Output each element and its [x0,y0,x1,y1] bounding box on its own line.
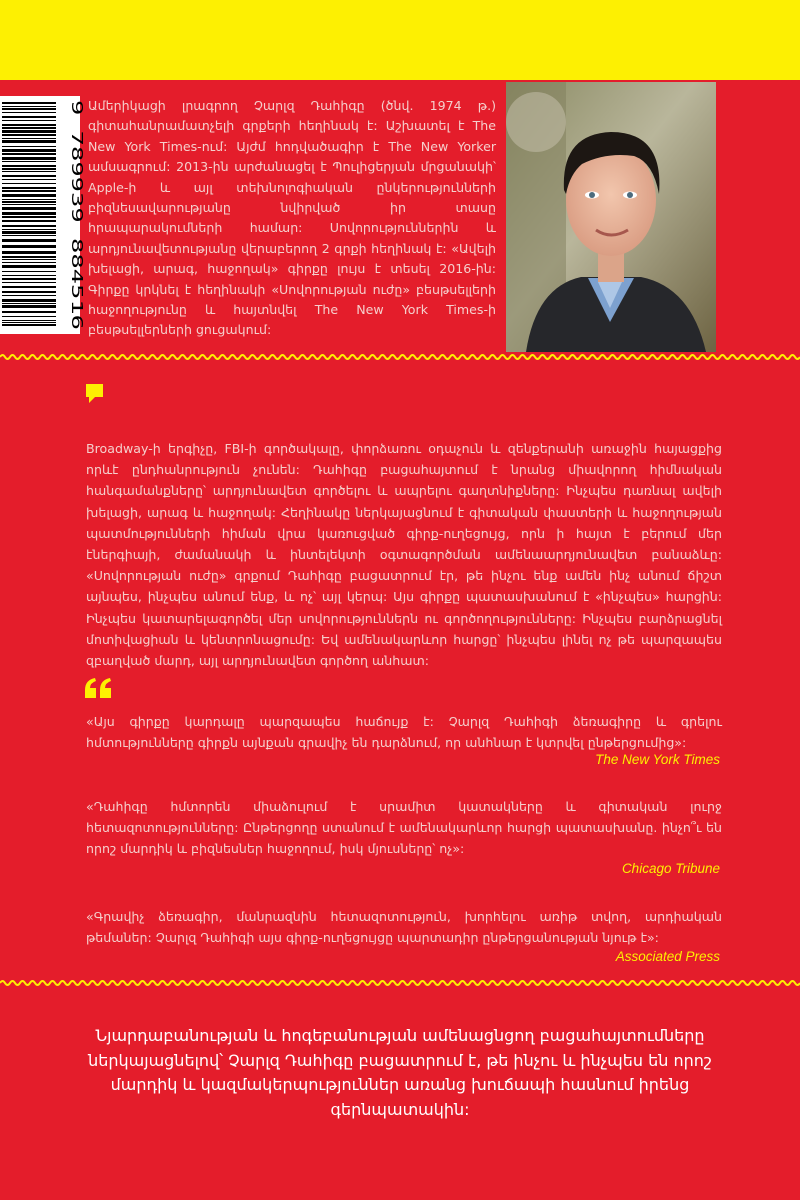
author-photo [506,82,716,352]
book-description: Broadway-ի երգիչը, FBI-ի գործակալը, փորձառու օդաչուն և զենքերանի առաջին հայացքից որևէ ընդհանրություն չունեն: Դահիգը բացահայտում է նրանց միավորող հիմնական հանգամանքները՝ արդյունավետ գործելու և ապրելու գաղտնիքները: Ինչպես դառնալ ավելի խելացի, արագ և հաջողակ: Հեղինակը ներկայացնում է գիտական փաստերի և հաջողության պատմությունների հիման վրա կառուցված գիրք-ուղեցույց, որն ի հայտ է բերում մեր էներգիայի, ժամանակի և ինտելեկտի օգտագործման ամենաարդյունավետ բանաձևը: «Սովորության ուժը» գրքում Դահիգը բացատրում էր, թե ինչու ենք ամեն ինչ անում ճիշտ այնպես, ինչպես անում ենք, և ոչ՝ այլ կերպ: Այս գիրքը պատասխանում է «ինչպես» հարցին: Ինչպես կատարելագործել մեր սովորություններն ու գործողությունները: Ինչպես բարձրացնել մոտիվացիան և կենտրոնացումը: Եվ ամենակարևոր հարցը՝ ինչպես լինել ոչ թե պարզապես զբաղված մարդ, այլ արդյունավետ գործող անհատ: [86,441,722,669]
book-summary: Նյարդաբանության և հոգեբանության ամենացնցող բացահայտումները ներկայացնելով՝ Չարլզ Դահիգը բացատրում է, թե ինչու և ինչպես են որոշ մարդիկ և կազմակերպություններ առանց խուճապի հասնում իրենց գերնպատակին: [88,1026,712,1119]
quote-mark-icon [84,676,114,704]
wavy-divider-2 [0,978,800,988]
barcode-number: 9 789939 884516 [68,100,86,240]
speech-bubble-icon [86,384,104,408]
review-source: Associated Press [615,949,720,964]
isbn-barcode [0,96,86,334]
review-quote: «Գրավիչ ձեռագիր, մանրազնին հետազոտություն, խորհելու առիթ տվող, արդիական թեմաներ: Չարլզ Դահիգի այս գիրք-ուղեցույցը պարտադիր ընթերցանության նյութ է»: [86,909,722,945]
review-source: The New York Times [595,752,720,767]
author-bio: Ամերիկացի լրագրող Չարլզ Դահիգը (ծնվ. 1974 թ.) գիտահանրամատչելի գրքերի հեղինակ է: Աշխատել է The New York Times-ում: Այժմ հոդվածագիր է The New Yorker ամսագրում: 2013-ին արժանացել է Պուլիցերյան մրցանակի՝ Apple-ի և այլ տեխնոլոգիական ընկերությունների բիզնեսավարությանը նվիրված իր տասը հրապարակումների համար: Սովորություններին և արդյունավետությանը վերաբերող 2 գրքի հեղինակ է: «Ավելի խելացի, արագ, հաջողակ» գիրքը լույս է տեսել 2016-ին: Գիրքը կրկնել է հեղինակի «Սովորության ուժը» բեսթսելլերի հաջողությունը և հայտնվել The New York Times-ի բեսթսելլերների ցուցակում: [88,98,496,338]
review-quote: «Այս գիրքը կարդալը պարզապես հաճույք է: Չարլզ Դահիգի ձեռագիրը և գրելու հմտությունները գիրքն այնքան գրավիչ են դարձնում, որ անհնար է կտրվել ընթերցումից»: [86,714,722,750]
top-yellow-band [0,0,800,80]
review-quote: «Դահիգը հմտորեն միաձուլում է սրամիտ կատակները և գիտական լուրջ հետազոտությունները: Ընթերցողը ստանում է ամենակարևոր հարցի պատասխանը. ինչո՞ւ են որոշ մարդիկ և բիզնեսներ հաջողում, իսկ մյուսները՝ ոչ»: [86,799,722,856]
review-source: Chicago Tribune [621,861,720,876]
wavy-divider-1 [0,352,800,362]
